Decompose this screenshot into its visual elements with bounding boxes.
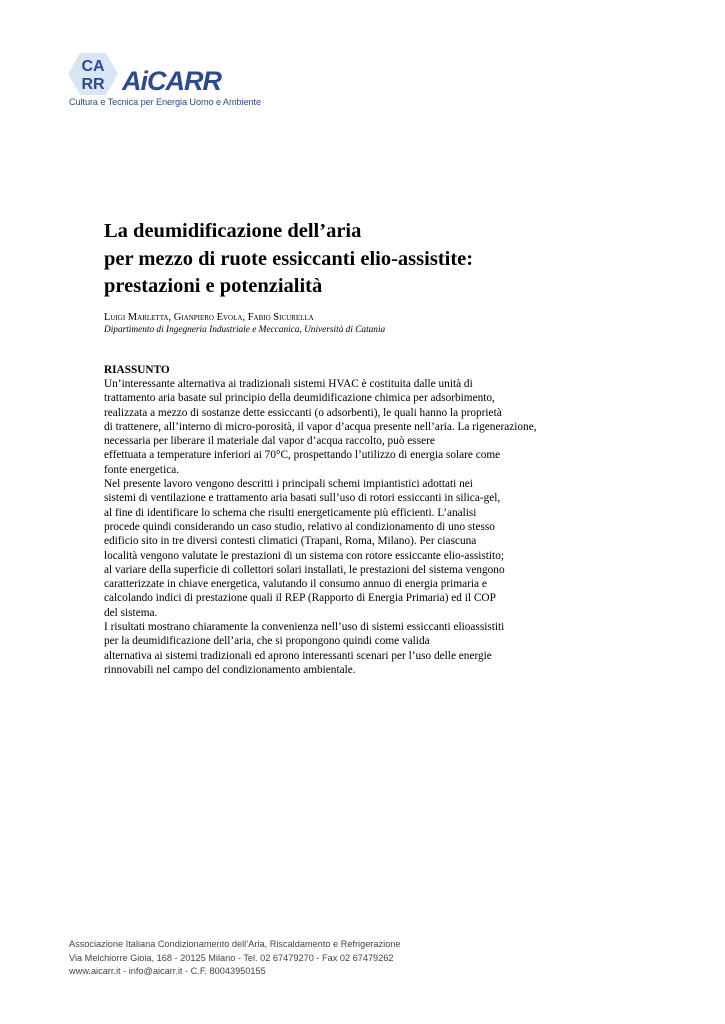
abstract-line: realizzata a mezzo di sostanze dette essiccanti (o adsorbenti), le quali hanno la proprietà (104, 406, 502, 419)
paper-authors: Luigi Marletta, Gianpiero Evola, Fabio Sicurella (104, 312, 314, 323)
abstract-line: di trattenere, all’interno di micro-porosità, il vapor d’acqua presente nell’aria. La rigenerazione, (104, 420, 537, 433)
title-line: La deumidificazione dell’aria (104, 220, 362, 242)
abstract-line: effettuata a temperature inferiori ai 70°C, prospettando l’utilizzo di energia solare come (104, 449, 501, 462)
abstract-line: necessaria per liberare il materiale dal vapor d’acqua raccolto, può essere (104, 435, 435, 448)
paper-affiliation: Dipartimento di Ingegneria Industriale e Meccanica, Università di Catania (104, 325, 386, 335)
abstract-heading: RIASSUNTO (104, 364, 170, 376)
title-line: per mezzo di ruote essiccanti elio-assistite: (104, 247, 474, 270)
footer-line-address: Via Melchiorre Gioia, 168 - 20125 Milano - Tel. 02 67479270 - Fax 02 67479262 (69, 952, 394, 963)
abstract-line: caratterizzate in chiave energetica, valutando il consumo annuo di energia primaria e (104, 578, 487, 591)
paper-title (104, 218, 624, 301)
abstract-line: del sistema. (104, 606, 158, 619)
abstract-line: Un’interessante alternativa ai tradizionali sistemi HVAC è costituita dalle unità di (104, 378, 473, 390)
page-footer (69, 938, 400, 979)
logo-badge-line2: RR (81, 76, 105, 93)
abstract-line: alternativa ai sistemi tradizionali ed aprono interessanti scenari per l’uso delle energie (104, 649, 492, 662)
abstract-line: al fine di identificare lo schema che risulti energeticamente più efficienti. L’analisi (104, 506, 477, 519)
abstract-line: al variare della superficie di collettori solari installati, le prestazioni del sistema vengono (104, 563, 505, 576)
abstract-line: trattamento aria basate sul principio della deumidificazione chimica per adsorbimento, (104, 392, 495, 405)
title-line: prestazioni e potenzialità (104, 275, 323, 297)
abstract-body (104, 377, 584, 677)
abstract-line: località vengono valutate le prestazioni di un sistema con rotore essiccante elio-assistito; (104, 549, 504, 562)
abstract-line: sistemi di ventilazione e trattamento aria basati sull’uso di rotori essiccanti in silica-gel, (104, 492, 501, 505)
logo-tagline: Cultura e Tecnica per Energia Uomo e Ambiente (69, 97, 261, 107)
footer-line-contacts: www.aicarr.it - info@aicarr.it - C.F. 80043950155 (69, 966, 266, 976)
abstract-line: procede quindi considerando un caso studio, relativo al condizionamento di uno stesso (104, 520, 495, 533)
footer-line-association: Associazione Italiana Condizionamento dell’Aria, Riscaldamento e Refrigerazione (69, 939, 401, 949)
abstract-line: edificio sito in tre diversi contesti climatici (Trapani, Roma, Milano). Per ciascuna (104, 535, 477, 548)
logo-wordmark: AiCARR (122, 66, 221, 96)
abstract-line: per la deumidificazione dell’aria, che si propongono quindi come valida (104, 635, 430, 648)
abstract-line: Nel presente lavoro vengono descritti i principali schemi impiantistici adottati nei (104, 478, 473, 491)
abstract-line: calcolando indici di prestazione quali il REP (Rapporto di Energia Primaria) ed il COP (104, 592, 496, 605)
abstract-line: rinnovabili nel campo del condizionamento ambientale. (104, 663, 356, 676)
abstract-line: fonte energetica. (104, 463, 180, 476)
logo-badge-line1: CA (81, 58, 105, 75)
abstract-line: I risultati mostrano chiaramente la convenienza nell’uso di sistemi essiccanti elioassistiti (104, 621, 505, 634)
